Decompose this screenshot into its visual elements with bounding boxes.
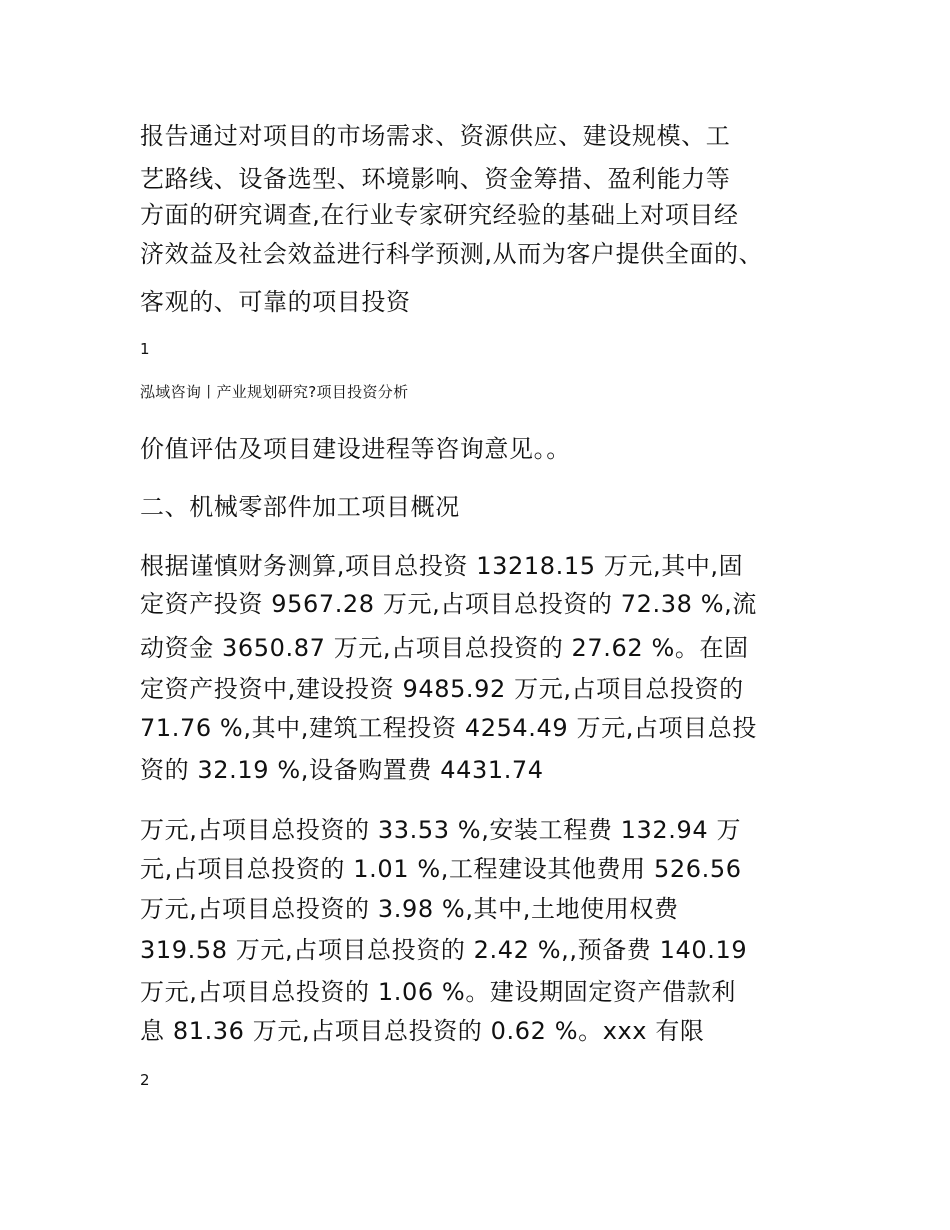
text-line: 济效益及社会效益进行科学预测,从而为客户提供全面的、 [140,240,764,268]
text-line: 根据谨慎财务测算,项目总投资 13218.15 万元,其中,固 [140,552,744,580]
section-heading: 二、机械零部件加工项目概况 [140,493,460,521]
text-line: 319.58 万元,占项目总投资的 2.42 %,,预备费 140.19 [140,936,748,964]
text-line: 万元,占项目总投资的 1.06 %。建设期固定资产借款利 [140,978,736,1006]
text-line: 艺路线、设备选型、环境影响、资金筹措、盈利能力等 [140,165,731,193]
text-line: 万元,占项目总投资的 33.53 %,安装工程费 132.94 万 [140,816,742,844]
intro-line: 价值评估及项目建设进程等咨询意见。。 [140,435,571,463]
text-line: 报告通过对项目的市场需求、资源供应、建设规模、工 [140,122,731,150]
page-number: 1 [140,340,150,358]
text-line: 万元,占项目总投资的 3.98 %,其中,土地使用权费 [140,895,679,923]
text-line: 息 81.36 万元,占项目总投资的 0.62 %。xxx 有限 [140,1017,705,1045]
running-header: 泓域咨询丨产业规划研究?项目投资分析 [140,383,409,401]
text-line: 动资金 3650.87 万元,占项目总投资的 27.62 %。在固 [140,634,749,662]
text-line: 定资产投资 9567.28 万元,占项目总投资的 72.38 %,流 [140,590,757,618]
text-line: 资的 32.19 %,设备购置费 4431.74 [140,756,544,784]
text-line: 71.76 %,其中,建筑工程投资 4254.49 万元,占项目总投 [140,714,757,742]
text-line: 定资产投资中,建设投资 9485.92 万元,占项目总投资的 [140,675,744,703]
page-number: 2 [140,1071,150,1089]
text-line: 元,占项目总投资的 1.01 %,工程建设其他费用 526.56 [140,855,742,883]
text-line: 客观的、可靠的项目投资 [140,288,411,316]
text-line: 方面的研究调查,在行业专家研究经验的基础上对项目经 [140,201,739,229]
